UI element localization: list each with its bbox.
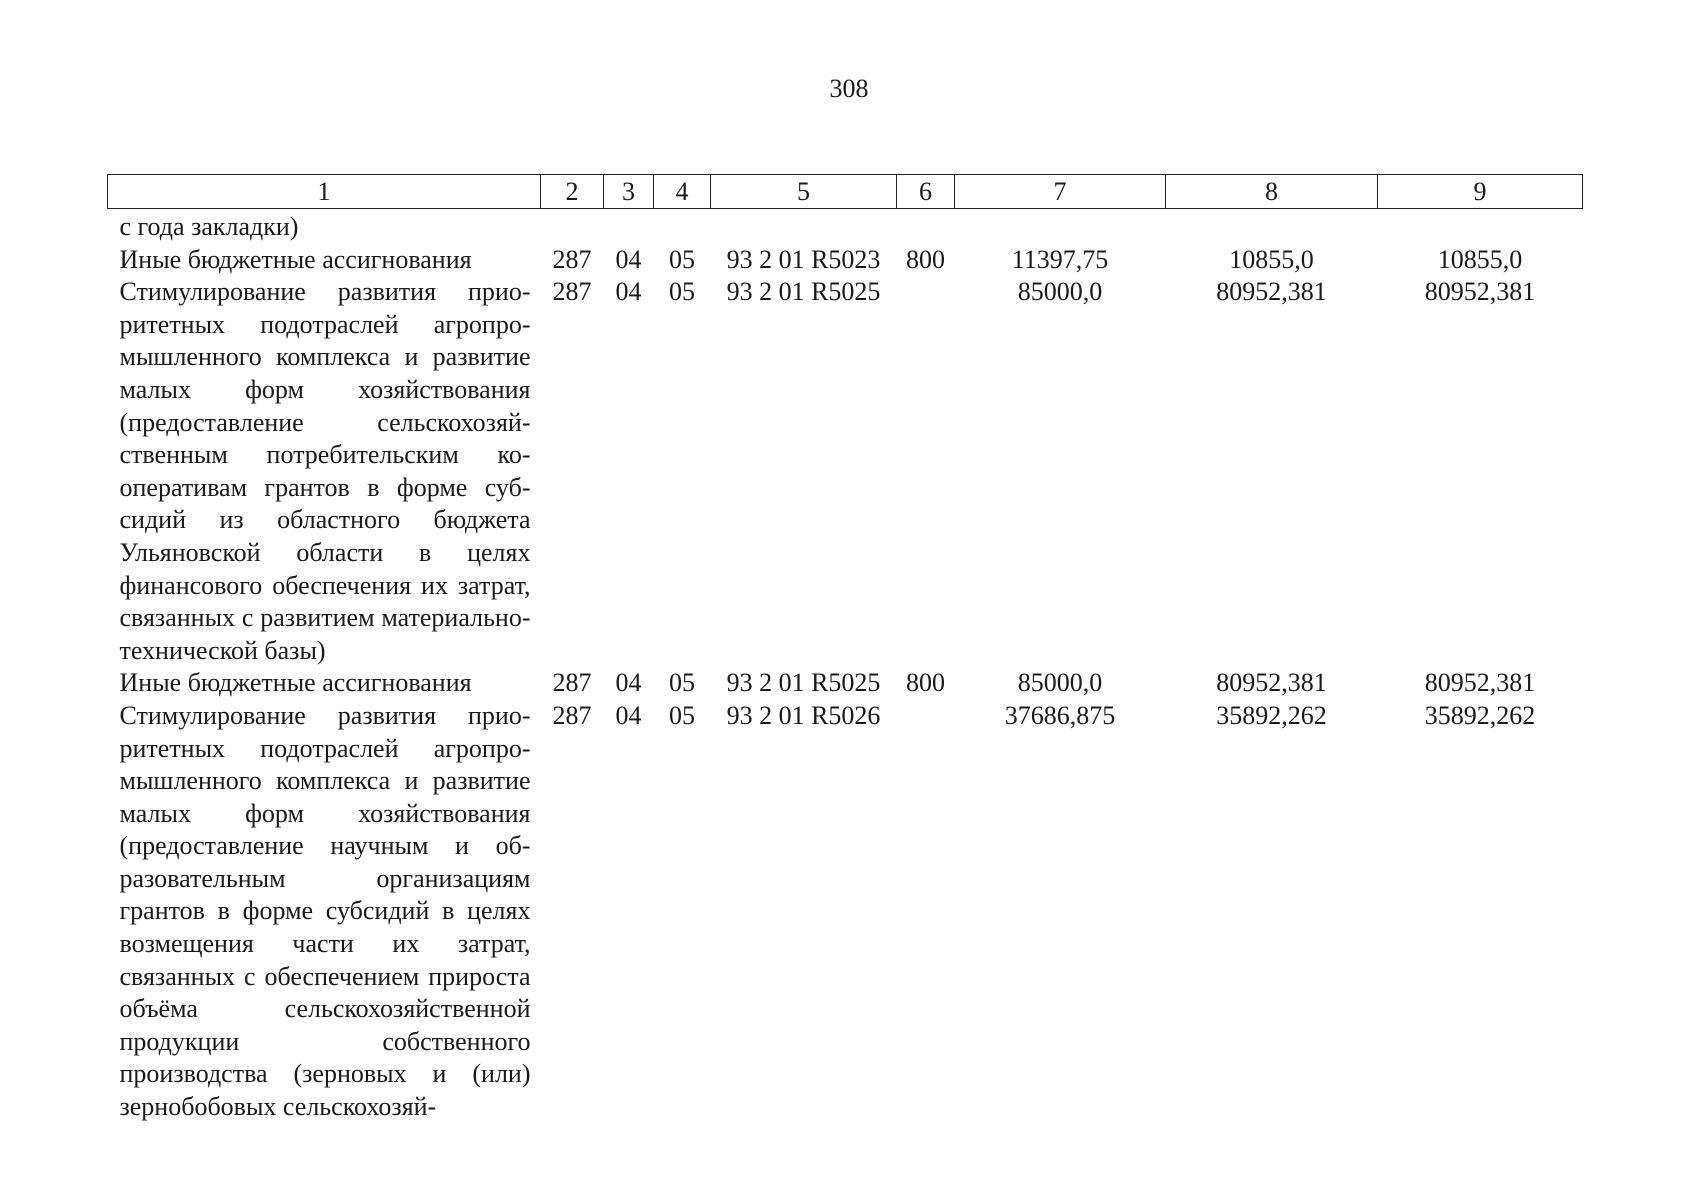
row-value-9: 80952,381 xyxy=(1424,668,1536,698)
header-cell-9: 9 xyxy=(1378,175,1583,209)
header-cell-6: 6 xyxy=(897,175,955,209)
row-code-5: 93 2 01 R5025 xyxy=(726,277,881,307)
row-code-2: 287 xyxy=(552,700,592,730)
table-row xyxy=(108,209,1583,244)
row-code-5: 93 2 01 R5025 xyxy=(726,668,881,698)
row-code-4: 05 xyxy=(669,277,695,307)
row-value-9: 35892,262 xyxy=(1424,700,1536,730)
row-code-3: 04 xyxy=(615,244,642,274)
header-cell-2: 2 xyxy=(541,175,604,209)
table-row xyxy=(108,276,1583,667)
row-value-9: 80952,381 xyxy=(1424,277,1536,307)
row-value-7: 11397,75 xyxy=(1011,244,1109,274)
row-code-3: 04 xyxy=(615,700,642,730)
row-value-8: 35892,262 xyxy=(1216,700,1327,730)
row-code-2: 287 xyxy=(552,277,592,307)
row-name: Иные бюджетные ассигнования xyxy=(119,244,472,274)
row-code-6 xyxy=(897,276,955,667)
row-value-7: 37686,875 xyxy=(1004,700,1116,730)
row-code-2 xyxy=(541,209,604,244)
row-value-9 xyxy=(1378,209,1583,244)
table-row xyxy=(108,667,1583,700)
header-cell-5: 5 xyxy=(711,175,897,209)
page-number: 308 xyxy=(829,74,869,103)
row-code-2: 287 xyxy=(552,668,592,698)
row-name: с года закладки) xyxy=(119,212,299,241)
table-header xyxy=(108,175,1583,209)
row-code-4 xyxy=(654,209,711,244)
row-code-3 xyxy=(604,209,654,244)
row-code-5: 93 2 01 R5026 xyxy=(726,700,881,730)
row-code-6 xyxy=(897,209,955,244)
row-value-7: 85000,0 xyxy=(1017,277,1103,307)
row-value-7: 85000,0 xyxy=(1017,668,1103,698)
header-cell-7: 7 xyxy=(955,175,1166,209)
table-row xyxy=(108,244,1583,277)
row-code-4: 05 xyxy=(669,700,695,730)
header-cell-8: 8 xyxy=(1166,175,1378,209)
row-code-6 xyxy=(897,700,955,1124)
row-code-6: 800 xyxy=(906,244,945,274)
row-value-8: 80952,381 xyxy=(1216,277,1327,307)
row-code-4: 05 xyxy=(669,668,695,698)
header-cell-3: 3 xyxy=(604,175,654,209)
table-body xyxy=(108,209,1583,1124)
row-value-8: 10855,0 xyxy=(1229,244,1314,274)
row-value-8 xyxy=(1166,209,1378,244)
header-cell-4: 4 xyxy=(654,175,711,209)
row-code-5 xyxy=(711,209,897,244)
row-value-8: 80952,381 xyxy=(1216,668,1327,698)
row-code-4: 05 xyxy=(669,244,695,274)
row-code-3: 04 xyxy=(615,277,642,307)
row-code-2: 287 xyxy=(552,244,592,274)
row-name: Иные бюджетные ассигнования xyxy=(119,668,472,698)
header-cell-1: 1 xyxy=(108,175,541,209)
row-code-3: 04 xyxy=(615,668,642,698)
row-value-9: 10855,0 xyxy=(1437,244,1523,274)
row-value-7 xyxy=(955,209,1166,244)
row-code-5: 93 2 01 R5023 xyxy=(726,244,881,274)
table-row xyxy=(108,700,1583,1124)
header-row xyxy=(108,175,1583,209)
budget-table xyxy=(107,174,1583,1124)
row-name: Стимулирование развития приоритетных подотраслей агропромышленного комплекса и развитие малых форм хозяйствования (предоставление научным и образовательным организациям грантов в форме субсидий в целях возмещения части их затрат, связанных с обеспечением прироста объёма сельскохозяйственной продукции собственного производства (зерновых и (или) зернобобовых сельскохозяй- xyxy=(119,700,531,1122)
row-name: Стимулирование развития приоритетных подотраслей агропромышленного комплекса и развитие малых форм хозяйствования (предоставление сельскохозяйственным потребительским кооперативам грантов в форме субсидий из областного бюджета Ульяновской области в целях финансового обеспечения их затрат, связанных с развитием материально-технической базы) xyxy=(119,277,531,665)
row-code-6: 800 xyxy=(906,668,945,698)
